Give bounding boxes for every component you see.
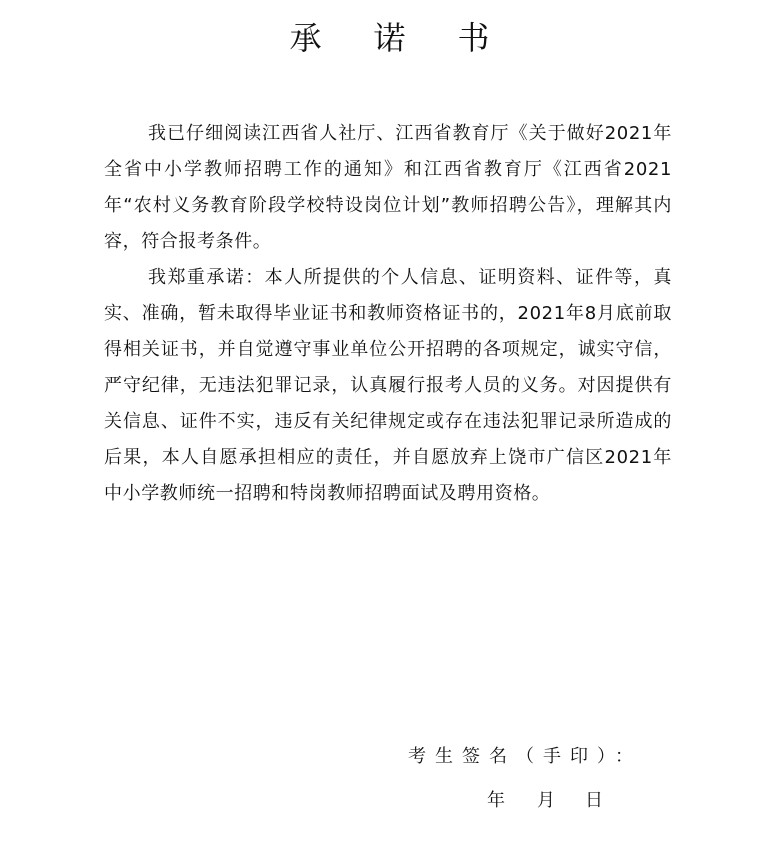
paragraph-2: 我郑重承诺：本人所提供的个人信息、证明资料、证件等，真实、准确，暂未取得毕业证书和教师资格证书的，2021年8月底前取得相关证书，并自觉遵守事业单位公开招聘的各项规定，诚实守信，严守纪律，无违法犯罪记录，认真履行报考人员的义务。对因提供有关信息、证件不实，违反有关纪律规定或存在违法犯罪记录所造成的后果，本人自愿承担相应的责任，并自愿放弃上饶市广信区2021年中小学教师统一招聘和特岗教师招聘面试及聘用资格。 xyxy=(104,267,672,504)
document-title: 承诺书 xyxy=(289,19,542,57)
date-month: 月 xyxy=(537,790,555,811)
date-day: 日 xyxy=(585,790,603,811)
document-body xyxy=(104,116,672,512)
signature-label: 考生签名（手印）： xyxy=(408,746,642,767)
date-line xyxy=(487,786,603,816)
paragraph-1: 我已仔细阅读江西省人社厅、江西省教育厅《关于做好2021年全省中小学教师招聘工作的通知》和江西省教育厅《江西省2021年“农村义务教育阶段学校特设岗位计划”教师招聘公告》，理解其内容，符合报考条件。 xyxy=(104,123,672,252)
date-year: 年 xyxy=(487,790,505,811)
